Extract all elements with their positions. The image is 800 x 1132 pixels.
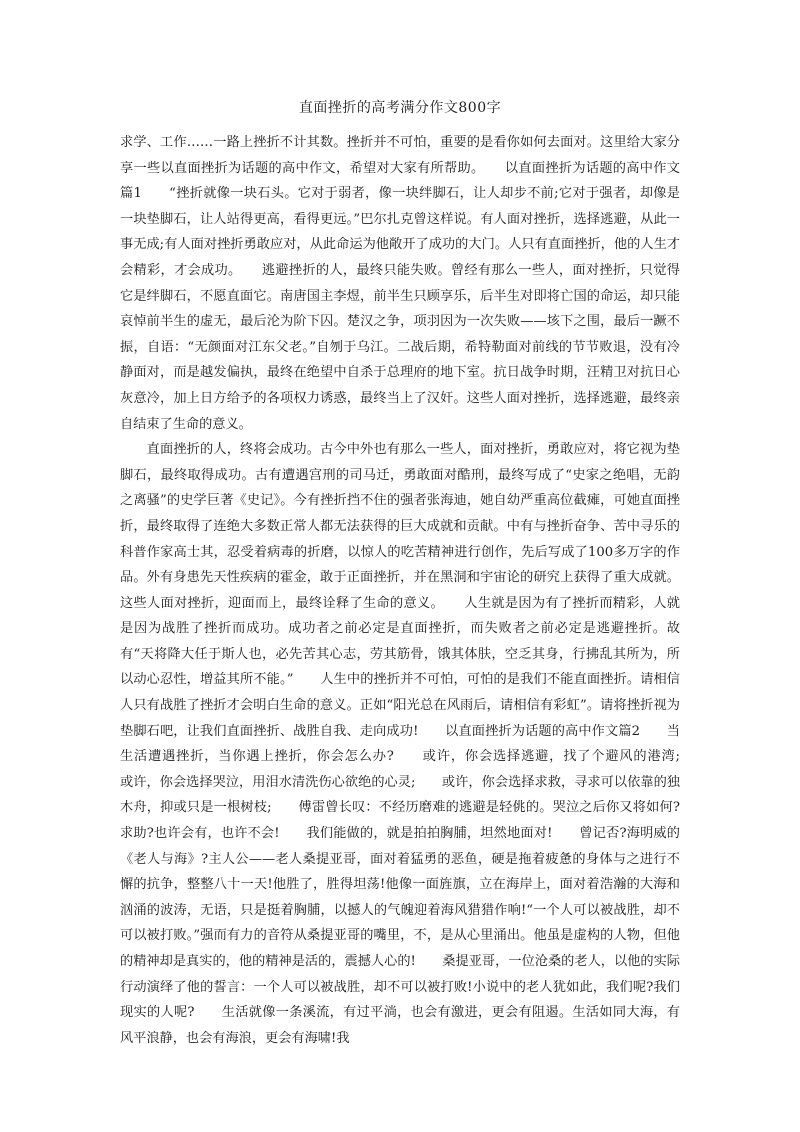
document-title: 直面挫折的高考满分作文800字 [298,100,502,116]
paragraph-2: 直面挫折的人，终将会成功。古今中外也有那么一些人，面对挫折，勇敢应对，将它视为垫脚石，最终取得成功。古有遭遇宫刑的司马迁，勇敢面对酷刑，最终写成了“史家之绝唱，无韵之离骚”的史学巨著《史记》。今有挫折挡不住的强者张海迪，她自幼严重高位截瘫，可她直面挫折，最终取得了连绝大多数正常人都无法获得的巨大成就和贡献。中有与挫折奋争、苦中寻乐的科普作家高士其，忍受着病毒的折磨，以惊人的吃苦精神进行创作，先后写成了100多万字的作品。外有身患先天性疾病的霍金，敢于正面挫折，并在黑洞和宇宙论的研究上获得了重大成就。这些人面对挫折，迎面而上，最终诠释了生命的意义。 人生就是因为有了挫折而精彩，人就是因为战胜了挫折而成功。成功者之前必定是直面挫折，而失败者之前必定是逃避挫折。故有“天将降大任于斯人也，必先苦其心志，劳其筋骨，饿其体肤，空乏其身，行拂乱其所为，所以动心忍性，增益其所不能。” 人生中的挫折并不可怕，可怕的是我们不能直面挫折。请相信人只有战胜了挫折才会明白生命的意义。正如“阳光总在风雨后，请相信有彩虹”。请将挫折视为垫脚石吧，让我们直面挫折、战胜自我、走向成功! 以直面挫折为话题的高中作文篇2 当生活遭遇挫折，当你遇上挫折，你会怎么办? 或许，你会选择逃避，找了个避风的港湾; 或许，你会选择哭泣，用泪水清洗伤心欲绝的心灵; 或许，你会选择求救，寻求可以依靠的独木舟，抑或只是一根树枝; 傅雷曾长叹：不经历磨难的逃避是轻佻的。哭泣之后你又将如何?求助?也许会有，也许不会! 我们能做的，就是拍拍胸脯，坦然地面对! 曾记否?海明威的《老人与海》?主人公——老人桑提亚哥，面对着猛勇的恶鱼，硬是拖着疲惫的身体与之进行不懈的抗争，整整八十一天!他胜了，胜得坦荡!他像一面旌旗，立在海岸上，面对着浩瀚的大海和汹涌的波涛，无语，只是挺着胸脯，以撼人的气魄迎着海风猎猎作响!“一个人可以被战胜，却不可以被打败。”强而有力的音符从桑提亚哥的嘴里，不，是从心里涌出。他虽是虚构的人物，但他的精神却是真实的，他的精神是活的，震撼人心的! 桑提亚哥，一位沧桑的老人，以他的实际行动演绎了他的誓言：一个人可以被战胜，却不可以被打败!小说中的老人犹如此，我们呢?我们现实的人呢? 生活就像一条溪流，有过平淌，也会有激进，更会有阻遏。生活如同大海，有风平浪静，也会有海浪，更会有海啸!我 [120,442,707,1046]
paragraph-1: 求学、工作……一路上挫折不计其数。挫折并不可怕，重要的是看你如何去面对。这里给大家分享一些以直面挫折为话题的高中作文，希望对大家有所帮助。 以直面挫折为话题的高中作文篇1 “挫折就像一块石头。它对于弱者，像一块绊脚石，让人却步不前;它对于强者，却像是一块垫脚石，让人站得更高，看得更远。”巴尔扎克曾这样说。有人面对挫折，选择逃避，从此一事无成;有人面对挫折勇敢应对，从此命运为他敞开了成功的大门。人只有直面挫折，他的人生才会精彩，才会成功。 逃避挫折的人，最终只能失败。曾经有那么一些人，面对挫折，只觉得它是绊脚石，不愿直面它。南唐国主李煜，前半生只顾享乐，后半生对即将亡国的命运，却只能哀悼前半生的虚无，最后沦为阶下囚。楚汉之争，项羽因为一次失败——垓下之围，最后一蹶不振，自语：“无颜面对江东父老。”自刎于乌江。二战后期，希特勒面对前线的节节败退，没有冷静面对，而是越发偏执，最终在绝望中自杀于总理府的地下室。抗日战争时期，汪精卫对抗日心灰意冷，加上日方给予的各项权力诱惑，最终当上了汉奸。这些人面对挫折，选择逃避，最终亲自结束了生命的意义。 [120,135,680,432]
